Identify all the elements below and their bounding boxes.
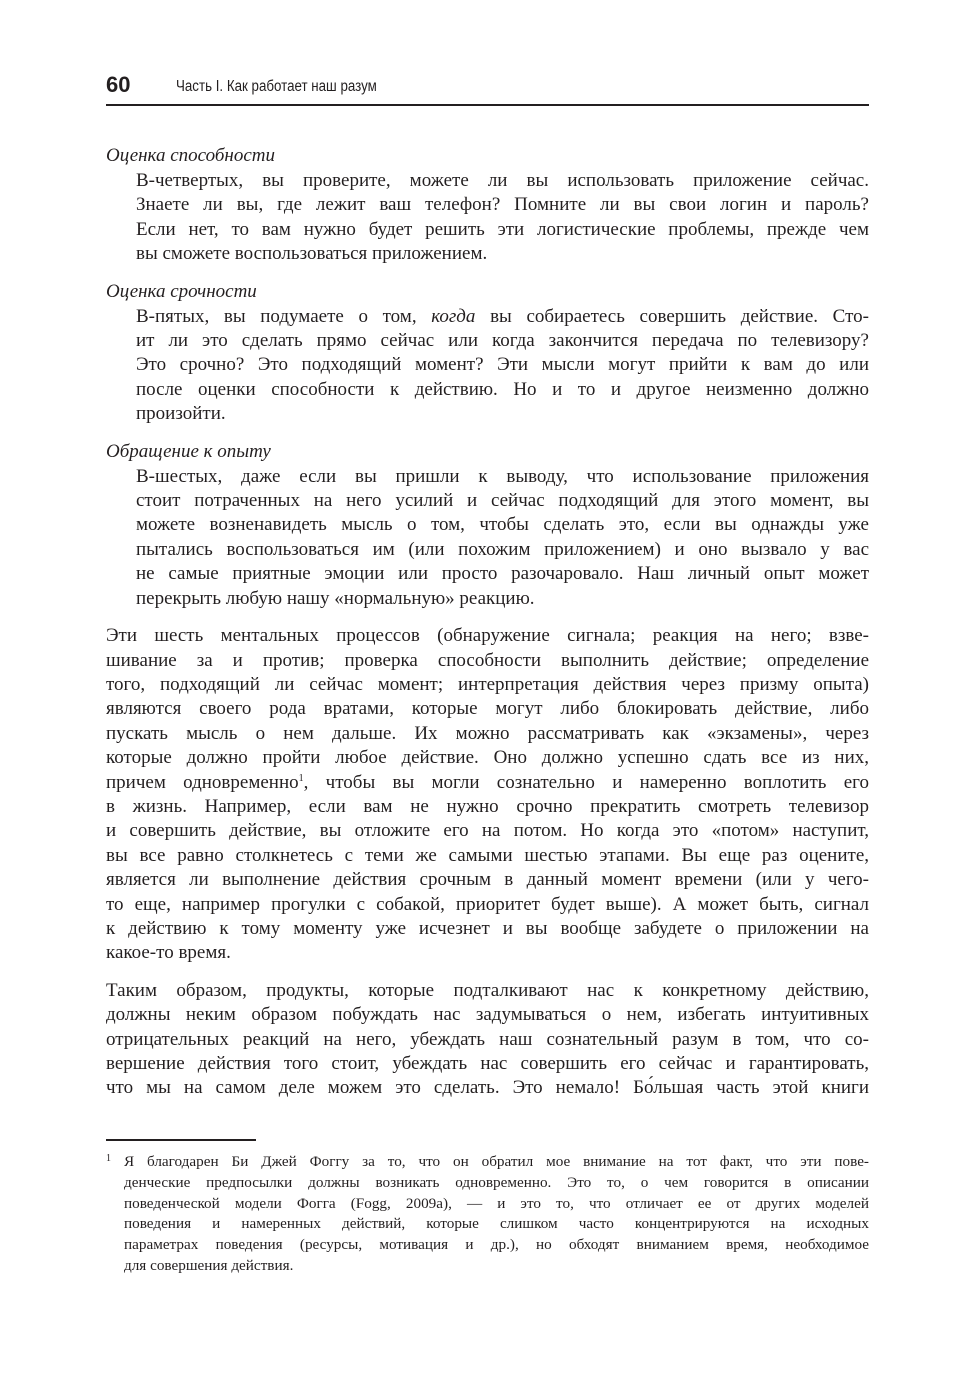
text-line: то еще, например прогулки с собакой, приоритет будет выше). А может быть, сигнал	[106, 893, 869, 915]
text-line: не самые приятные эмоции или просто разочаровало. Наш личный опыт может	[136, 563, 869, 585]
text-line: Знаете ли вы, где лежит ваш телефон? Помните ли вы свои логин и пароль?	[136, 194, 869, 216]
body-paragraph	[106, 979, 869, 1101]
definition-body	[136, 169, 869, 267]
footnote-line: поведенческой модели Фогга (Fogg, 2009a), — и это то, что отличает ее от других моделей	[124, 1194, 869, 1212]
footnote-line: для совершения действия.	[124, 1256, 294, 1274]
text-line: какое-то время.	[106, 942, 231, 964]
text-line: шивание за и против; проверка способности выполнить действие; определение	[106, 649, 869, 671]
definition-term: Обращение к опыту	[106, 440, 271, 462]
text-line: что мы на самом деле можем это сделать. Это немало! Бо́льшая часть этой книги	[106, 1077, 869, 1099]
footnote-line: параметрах поведения (ресурсы, мотивация и др.), но обходят вниманием время, необходимое	[124, 1236, 869, 1254]
text-line: является ли выполнение действия срочным в данный момент времени (или у чего-	[106, 869, 869, 891]
text-line: Таким образом, продукты, которые подталкивают нас к конкретному действию,	[106, 979, 869, 1001]
definition-body	[136, 305, 869, 427]
text-line: к действию к тому моменту уже исчезнет и вы вообще забудете о приложении на	[106, 917, 869, 939]
footnote-separator	[106, 1139, 256, 1141]
text-segment: причем одновременно	[106, 771, 299, 793]
text-line: В-шестых, даже если вы пришли к выводу, что использование приложения	[136, 465, 869, 487]
footnote	[106, 1152, 869, 1277]
text-line: Эти шесть ментальных процессов (обнаружение сигнала; реакция на него; взве-	[106, 625, 869, 647]
text-line: в жизнь. Например, если вам не нужно срочно прекратить смотреть телевизор	[106, 795, 869, 817]
running-header	[106, 70, 869, 106]
main-text	[106, 144, 869, 1114]
text-line: ит ли это сделать прямо сейчас или когда закончится передача по телевизору?	[136, 330, 869, 352]
text-line: пускать мысль о нем дальше. Их можно рассматривать как «экзамены», через	[106, 722, 869, 744]
text-line: Это срочно? Это подходящий момент? Эти мысли могут прийти к вам до или	[136, 354, 869, 376]
text-line: после оценки способности к действию. Но и то и другое неизменно должно	[136, 378, 869, 400]
footnote-line: денческие предпосылки должны возникать одновременно. Это то, о чем говорится в описании	[124, 1173, 869, 1191]
running-title: Часть I. Как работает наш разум	[176, 78, 377, 95]
page-number: 60	[106, 72, 131, 97]
text-line: вы сможете воспользоваться приложением.	[136, 243, 488, 265]
footnote-reference[interactable]: 1	[298, 772, 304, 784]
text-line: вы все равно столкнетесь с теми же самыми шестью этапами. Вы еще раз оцените,	[106, 844, 869, 866]
text-line: Если нет, то вам нужно будет решить эти логистические проблемы, прежде чем	[136, 218, 869, 240]
text-line: являются своего рода вратами, которые могут либо блокировать действие, либо	[106, 698, 869, 720]
definition-term: Оценка срочности	[106, 280, 257, 302]
text-line: и совершить действие, вы отложите его на потом. Но когда это «потом» наступит,	[106, 820, 869, 842]
text-line: стоит потраченных на него усилий и сейчас подходящий для этого момент, вы	[136, 490, 869, 512]
footnote-line: поведения и намеренных действий, которые слишком часто концентрируются на исходных	[124, 1215, 869, 1233]
text-line-with-footnote	[106, 771, 869, 795]
text-line: произойти.	[136, 403, 226, 425]
text-line: которые должно пройти любое действие. Оно должно успешно сдать все из них,	[106, 747, 869, 769]
footnote-line: Я благодарен Би Джей Фоггу за то, что он обратил мое внимание на тот факт, что эти пове-	[124, 1153, 869, 1170]
text-segment: , чтобы вы могли сознательно и намеренно воплотить его	[303, 771, 869, 793]
definition-body	[136, 465, 869, 611]
text-line: вершение действия того стоит, убеждать нас совершить его сейчас и гарантировать,	[106, 1053, 869, 1074]
footnote-text	[124, 1152, 869, 1277]
body-paragraph	[106, 624, 869, 966]
text-line: можете возненавидеть мысль о том, чтобы сделать это, если вы однажды уже	[136, 514, 869, 536]
text-line: должны неким образом побуждать нас задумываться о нем, избегать интуитивных	[106, 1004, 869, 1026]
emphasized-word: когда	[431, 305, 476, 327]
text-line: перекрыть любую нашу «нормальную» реакцию.	[136, 587, 535, 609]
text-line: того, подходящий ли сейчас момент; интерпретация действия через призму опыта)	[106, 673, 869, 695]
definition-term: Оценка способности	[106, 145, 275, 166]
text-line: пытались воспользоваться им (или похожим приложением) и оно вызвало у вас	[136, 538, 869, 560]
text-line: В-четвертых, вы проверите, можете ли вы использовать приложение сейчас.	[136, 170, 869, 191]
text-line: В-пятых, вы подумаете о том, когда вы собираетесь совершить действие. Сто-	[136, 305, 869, 327]
text-line: отрицательных реакций на него, убеждать наш сознательный разум в том, что со-	[106, 1028, 869, 1050]
footnote-mark: 1	[106, 1153, 111, 1164]
